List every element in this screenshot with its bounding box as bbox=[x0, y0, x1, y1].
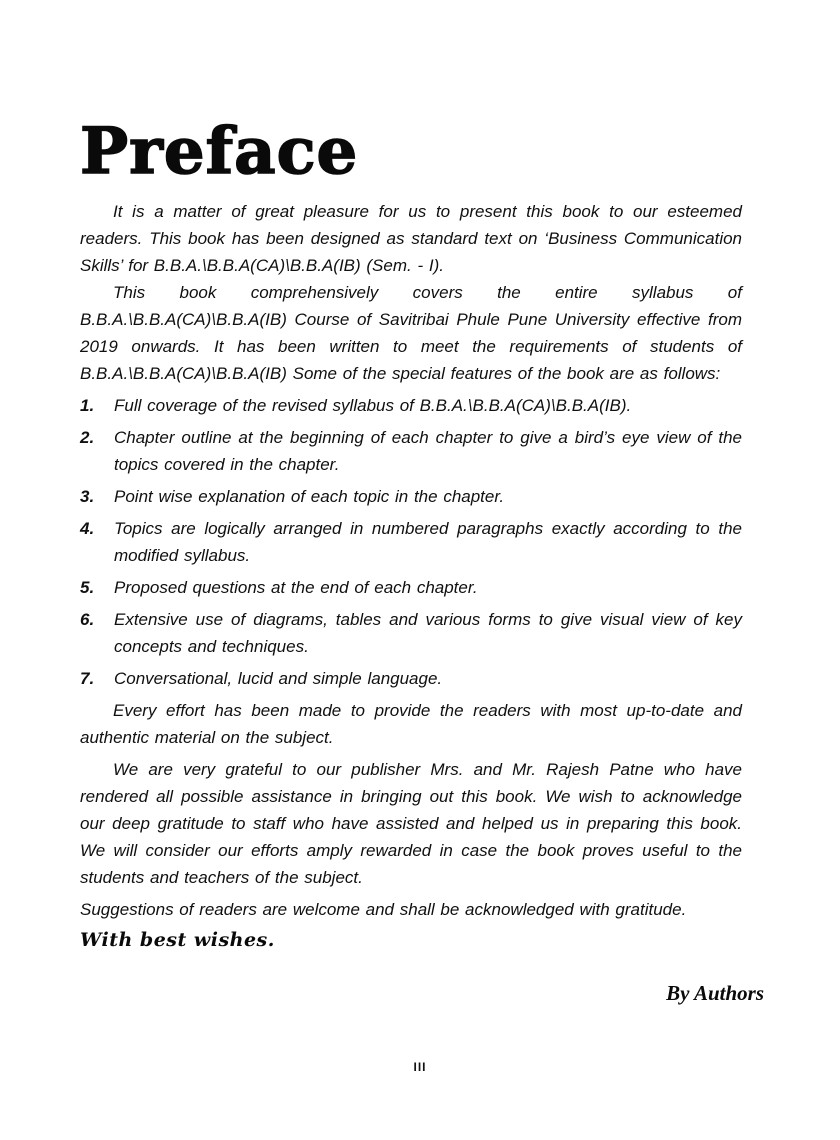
list-item-text: Conversational, lucid and simple language. bbox=[114, 669, 443, 688]
list-item-text: Full coverage of the revised syllabus of B.B.A.\B.B.A(CA)\B.B.A(IB). bbox=[114, 396, 632, 415]
intro-paragraph-1: It is a matter of great pleasure for us to present this book to our esteemed readers. This book has been designed as standard text on ‘Business Communication Skills’ for B.B.A.\B.B.A(CA)\B.B.A(IB) (Sem. - I). bbox=[80, 202, 742, 275]
list-item bbox=[80, 515, 742, 569]
closing-paragraph-3: Suggestions of readers are welcome and shall be acknowledged with gratitude. bbox=[80, 900, 687, 919]
list-item-number: 7. bbox=[80, 669, 95, 688]
list-item-number: 4. bbox=[80, 519, 95, 538]
byline: By Authors bbox=[666, 981, 764, 1005]
list-item bbox=[80, 424, 742, 478]
list-item bbox=[80, 483, 742, 510]
list-item-text: Chapter outline at the beginning of each chapter to give a bird’s eye view of the topics covered in the chapter. bbox=[114, 428, 742, 474]
list-item-number: 2. bbox=[80, 428, 95, 447]
list-item bbox=[80, 665, 742, 692]
list-item bbox=[80, 606, 742, 660]
signoff-text: With best wishes. bbox=[80, 929, 275, 951]
list-item-text: Proposed questions at the end of each chapter. bbox=[114, 578, 478, 597]
list-item-number: 1. bbox=[80, 396, 95, 415]
list-item-text: Extensive use of diagrams, tables and various forms to give visual view of key concepts and techniques. bbox=[114, 610, 742, 656]
list-item-number: 5. bbox=[80, 578, 95, 597]
intro-paragraph-2: This book comprehensively covers the entire syllabus of B.B.A.\B.B.A(CA)\B.B.A(IB) Course of Savitribai Phule Pune University effective from 2019 onwards. It has been written to meet the requirements of students of B.B.A.\B.B.A(CA)\B.B.A(IB) Some of the special features of the book are as follows: bbox=[80, 283, 742, 383]
list-item-text: Topics are logically arranged in numbered paragraphs exactly according to the modified syllabus. bbox=[114, 519, 742, 565]
closing-paragraph-2: We are very grateful to our publisher Mrs. and Mr. Rajesh Patne who have rendered all possible assistance in bringing out this book. We wish to acknowledge our deep gratitude to staff who have assisted and helped us in preparing this book. We will consider our efforts amply rewarded in case the book proves useful to the students and teachers of the subject. bbox=[80, 760, 742, 887]
features-list bbox=[80, 392, 742, 692]
page-title: Preface bbox=[80, 114, 359, 189]
page-number: III bbox=[413, 1060, 427, 1074]
closing-paragraph-1: Every effort has been made to provide the readers with most up-to-date and authentic material on the subject. bbox=[80, 701, 742, 747]
list-item bbox=[80, 574, 742, 601]
list-item-number: 6. bbox=[80, 610, 95, 629]
list-item-number: 3. bbox=[80, 487, 95, 506]
list-item-text: Point wise explanation of each topic in the chapter. bbox=[114, 487, 505, 506]
list-item bbox=[80, 392, 742, 419]
